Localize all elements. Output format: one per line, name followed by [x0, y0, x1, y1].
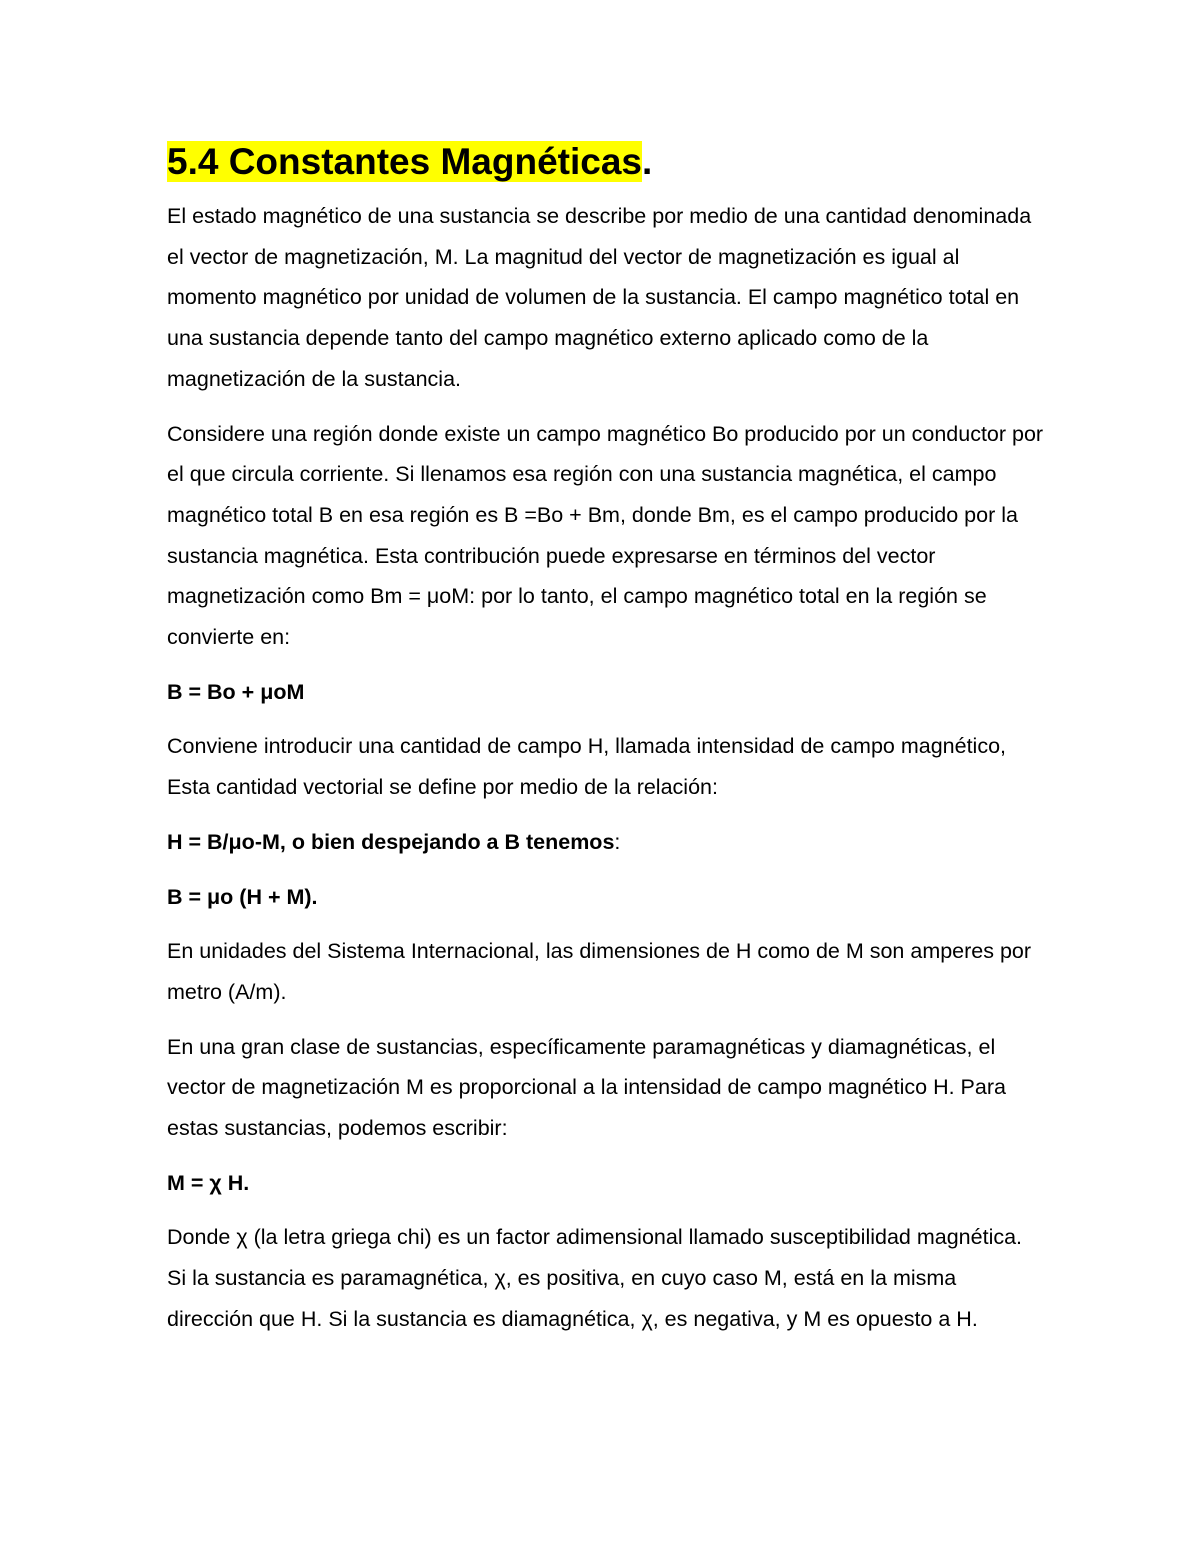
paragraph-si-units: En unidades del Sistema Internacional, las dimensiones de H como de M son amperes por metro (A/m). [167, 939, 1032, 1004]
paragraph-total-field: Considere una región donde existe un campo magnético Bo producido por un conductor por el que circula corriente. Si llenamos esa región con una sustancia magnética, el campo magnético total B en esa región es B =Bo + Bm, donde Bm, es el campo producido por la sustancia magnética. Esta contribución puede expresarse en términos del vector magnetización como Bm = μoM: por lo tanto, el campo magnético total en la región se convierte en: [167, 421, 1044, 650]
paragraph-proportional: En una gran clase de sustancias, específicamente paramagnéticas y diamagnéticas, el vector de magnetización M es proporcional a la intensidad de campo magnético H. Para estas sustancias, podemos escribir: [167, 1034, 1006, 1141]
formula-h-definition [167, 822, 1047, 863]
document-page [167, 140, 1047, 1354]
paragraph-magnetization-intro: El estado magnético de una sustancia se describe por medio de una cantidad denominada el vector de magnetización, M. La magnitud del vector de magnetización es igual al momento magnético por unidad de volumen de la sustancia. El campo magnético total en una sustancia depende tanto del campo magnético externo aplicado como de la magnetización de la sustancia. [167, 204, 1032, 391]
formula-susceptibility: M = χ H. [167, 1170, 250, 1195]
formula-h-definition-colon: : [614, 829, 621, 854]
paragraph-susceptibility-explained: Donde χ (la letra griega chi) es un factor adimensional llamado susceptibilidad magnética. Si la sustancia es paramagnética, χ, es positiva, en cuyo caso M, está en la misma dirección que H. Si la sustancia es diamagnética, χ, es negativa, y M es opuesto a H. [167, 1225, 1023, 1331]
paragraph-field-intensity: Conviene introducir una cantidad de campo H, llamada intensidad de campo magnético, Esta cantidad vectorial se define por medio de la relación: [167, 734, 1007, 800]
section-title [167, 140, 1047, 184]
section-title-highlighted: 5.4 Constantes Magnéticas [167, 141, 642, 182]
formula-total-field: B = Bo + μoM [167, 679, 305, 704]
section-title-period: . [641, 141, 653, 182]
formula-b-solved: B = μo (H + M). [167, 884, 318, 909]
formula-h-definition-text: H = B/μo-M, o bien despejando a B tenemos [167, 829, 615, 854]
